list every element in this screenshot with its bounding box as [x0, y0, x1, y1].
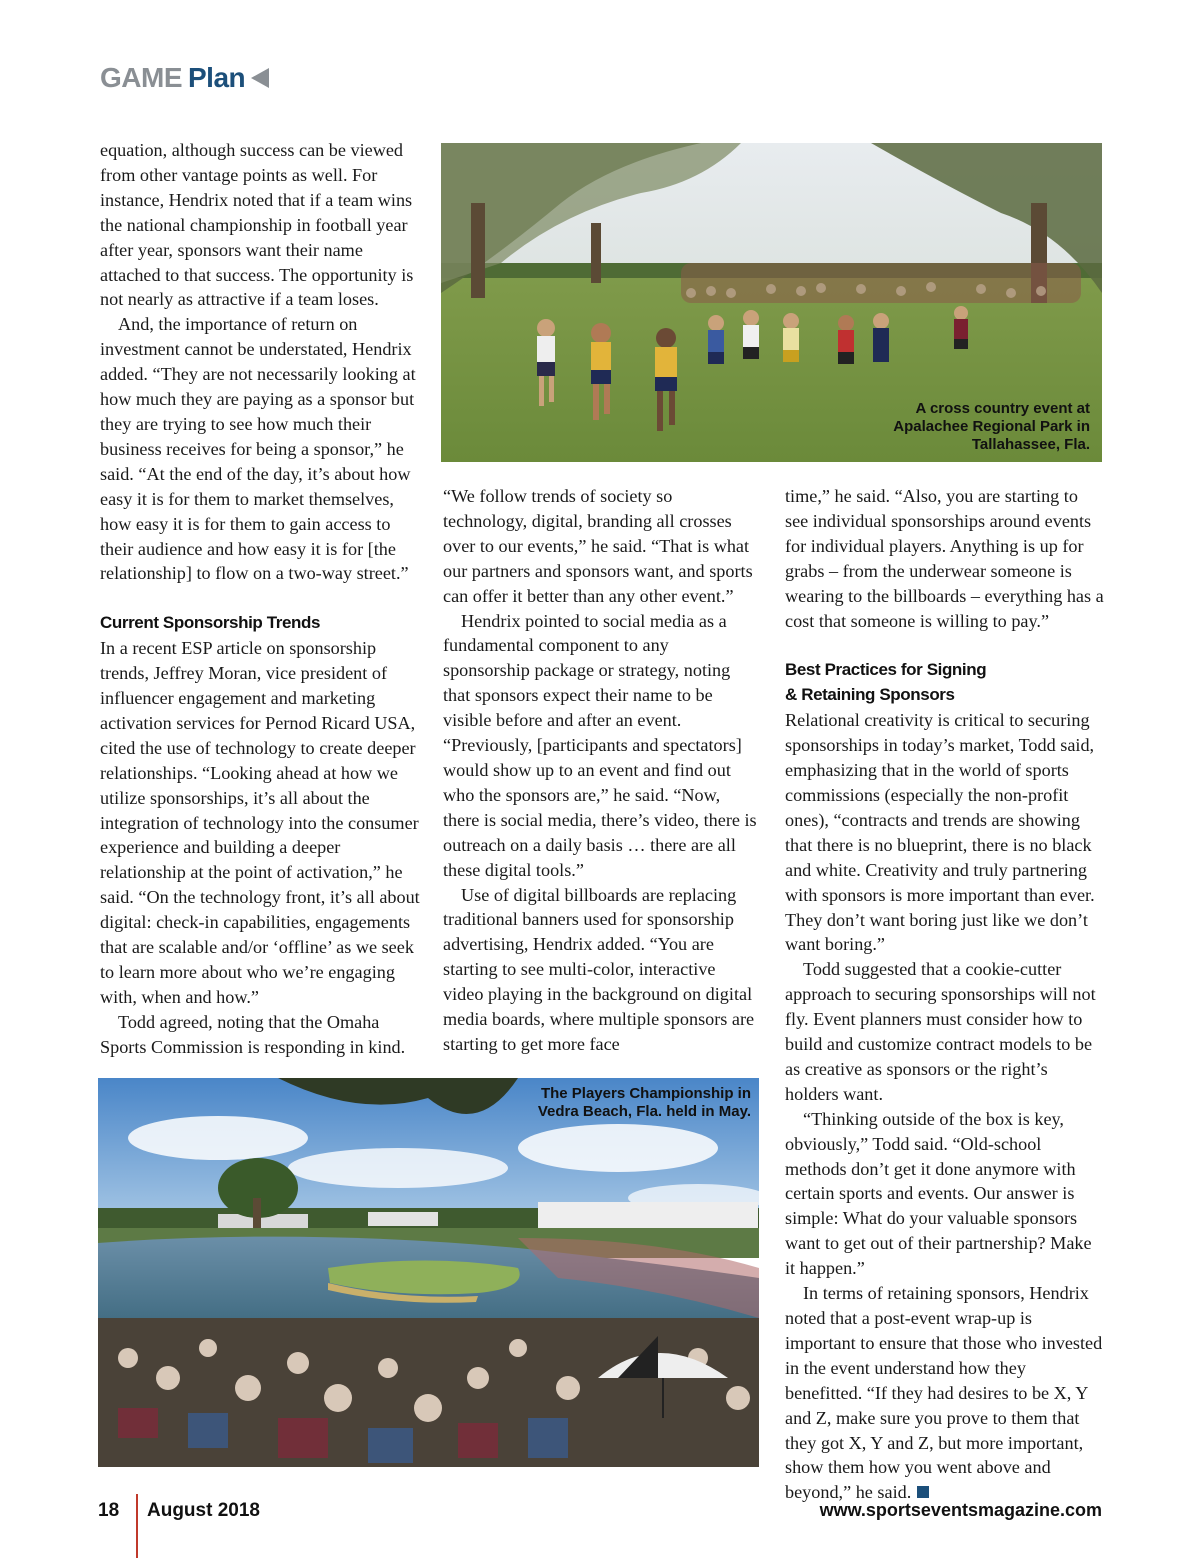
footer-divider — [136, 1494, 138, 1558]
triangle-left-icon — [251, 68, 269, 88]
article-column-1 — [100, 138, 422, 1060]
section-title-game: GAME — [100, 62, 182, 93]
cross-country-photo — [441, 143, 1102, 462]
article-column-3 — [785, 484, 1105, 1505]
paragraph: And, the importance of return on investment cannot be understated, Hendrix added. “They are not necessarily looking at how much they are paying as a sponsor but they are trying to see how much their business receives for being a sponsor,” he said. “At the end of the day, it’s about how easy it is for them to market themselves, how easy it is for them to gain access to their audience and how easy it is for [the relationship] to flow on a two-way street.” — [100, 314, 416, 584]
caption-line: Tallahassee, Fla. — [971, 436, 1090, 453]
paragraph: Relational creativity is critical to securing sponsorships in today’s market, Todd said, emphasizing that in the world of sports commissions (especially the non-profit ones), “contracts and trends are showing that there is no blueprint, there is no black and white. Creativity and truly partnering with sponsors is more important than ever. They don’t want boring just like we don’t want boring.” — [785, 710, 1095, 955]
subheading-line: & Retaining Sponsors — [785, 685, 955, 705]
section-title-plan: Plan — [188, 62, 246, 93]
paragraph: In a recent ESP article on sponsorship trends, Jeffrey Moran, vice president of influencer engagement and marketing activation services for Pernod Ricard USA, cited the use of technology to create deeper relationships. “Looking ahead at how we utilize sponsorships, it’s all about the integration of technology into the consumer experience and building a deeper relationship at the point of activation,” he said. “On the technology front, it’s all about digital: check-in capabilities, engagements that are scalable and/or ‘offline’ as we seek to learn more about who we’re engaging with, when and how.” — [100, 638, 420, 1007]
article-column-2 — [443, 484, 757, 1057]
paragraph: “We follow trends of society so technology, digital, branding all crosses over to our events,” he said. “That is what our partners and sponsors want, and sports can offer it better than any other event.” — [443, 486, 753, 606]
paragraph-text: In terms of retaining sponsors, Hendrix noted that a post-event wrap-up is important to ensure that those who invested in the event understand how they benefitted. “If they had desires to be X, Y and Z, make sure you prove to them that they got X, Y and Z, but more important, show them how you went above and beyond,” he said. — [785, 1283, 1103, 1503]
paragraph: Todd suggested that a cookie-cutter approach to securing sponsorships will not fly. Event planners must consider how to build and customize contract models to be as creative as sponsors or the right’s holders want. — [785, 959, 1096, 1104]
paragraph: Use of digital billboards are replacing traditional banners used for sponsorship advertising, Hendrix added. “You are starting to see multi-color, interactive video playing in the background on digital media boards, where multiple sponsors are starting to get more face — [443, 884, 755, 1054]
caption-line: A cross country event at — [915, 400, 1090, 417]
website-link[interactable]: www.sportseventsmagazine.com — [819, 1500, 1102, 1520]
players-championship-photo — [98, 1078, 759, 1467]
subheading-line: Best Practices for Signing — [785, 660, 987, 680]
subheading-current-trends: Current Sponsorship Trends — [100, 613, 321, 633]
cross-country-caption — [893, 400, 1090, 454]
caption-line: Vedra Beach, Fla. held in May. — [537, 1103, 751, 1120]
caption-line: The Players Championship in — [540, 1085, 751, 1102]
players-championship-caption — [538, 1085, 751, 1121]
paragraph: time,” he said. “Also, you are starting to see individual sponsorships around events for individual players. Anything is up for grabs – from the underwear someone is wearing to the billboards – everything has a cost that someone is willing to pay.” — [785, 486, 1104, 631]
paragraph: Todd agreed, noting that the Omaha Sports Commission is responding in kind. — [100, 1011, 406, 1057]
page-number: 18 — [98, 1500, 120, 1521]
paragraph: equation, although success can be viewed from other vantage points as well. For instance, Hendrix noted that if a team wins the national championship in football year after year, sponsors want their name attached to that success. The opportunity is not nearly as attractive if a team loses. — [100, 140, 414, 310]
end-of-article-icon — [917, 1486, 929, 1498]
paragraph — [785, 1281, 1105, 1505]
caption-line: Apalachee Regional Park in — [893, 418, 1090, 435]
section-header — [100, 62, 269, 94]
subheading-best-practices — [785, 658, 1105, 708]
issue-date: August 2018 — [147, 1500, 260, 1521]
paragraph: Hendrix pointed to social media as a fundamental component to any sponsorship package or strategy, noting that sponsors expect their name to be visible before and after an event. “Previously, [participants and spectators] would show up to an event and find out who the sponsors are,” he said. “Now, there is social media, there’s video, there is outreach on a daily basis … there are all these digital tools.” — [443, 610, 757, 880]
paragraph: “Thinking outside of the box is key, obviously,” Todd said. “Old-school methods don’t get it done anymore with certain sports and events. Our answer is simple: What do your valuable sponsors want to get out of their partnership? Make it happen.” — [785, 1108, 1092, 1279]
golf-course-illustration — [98, 1078, 759, 1467]
